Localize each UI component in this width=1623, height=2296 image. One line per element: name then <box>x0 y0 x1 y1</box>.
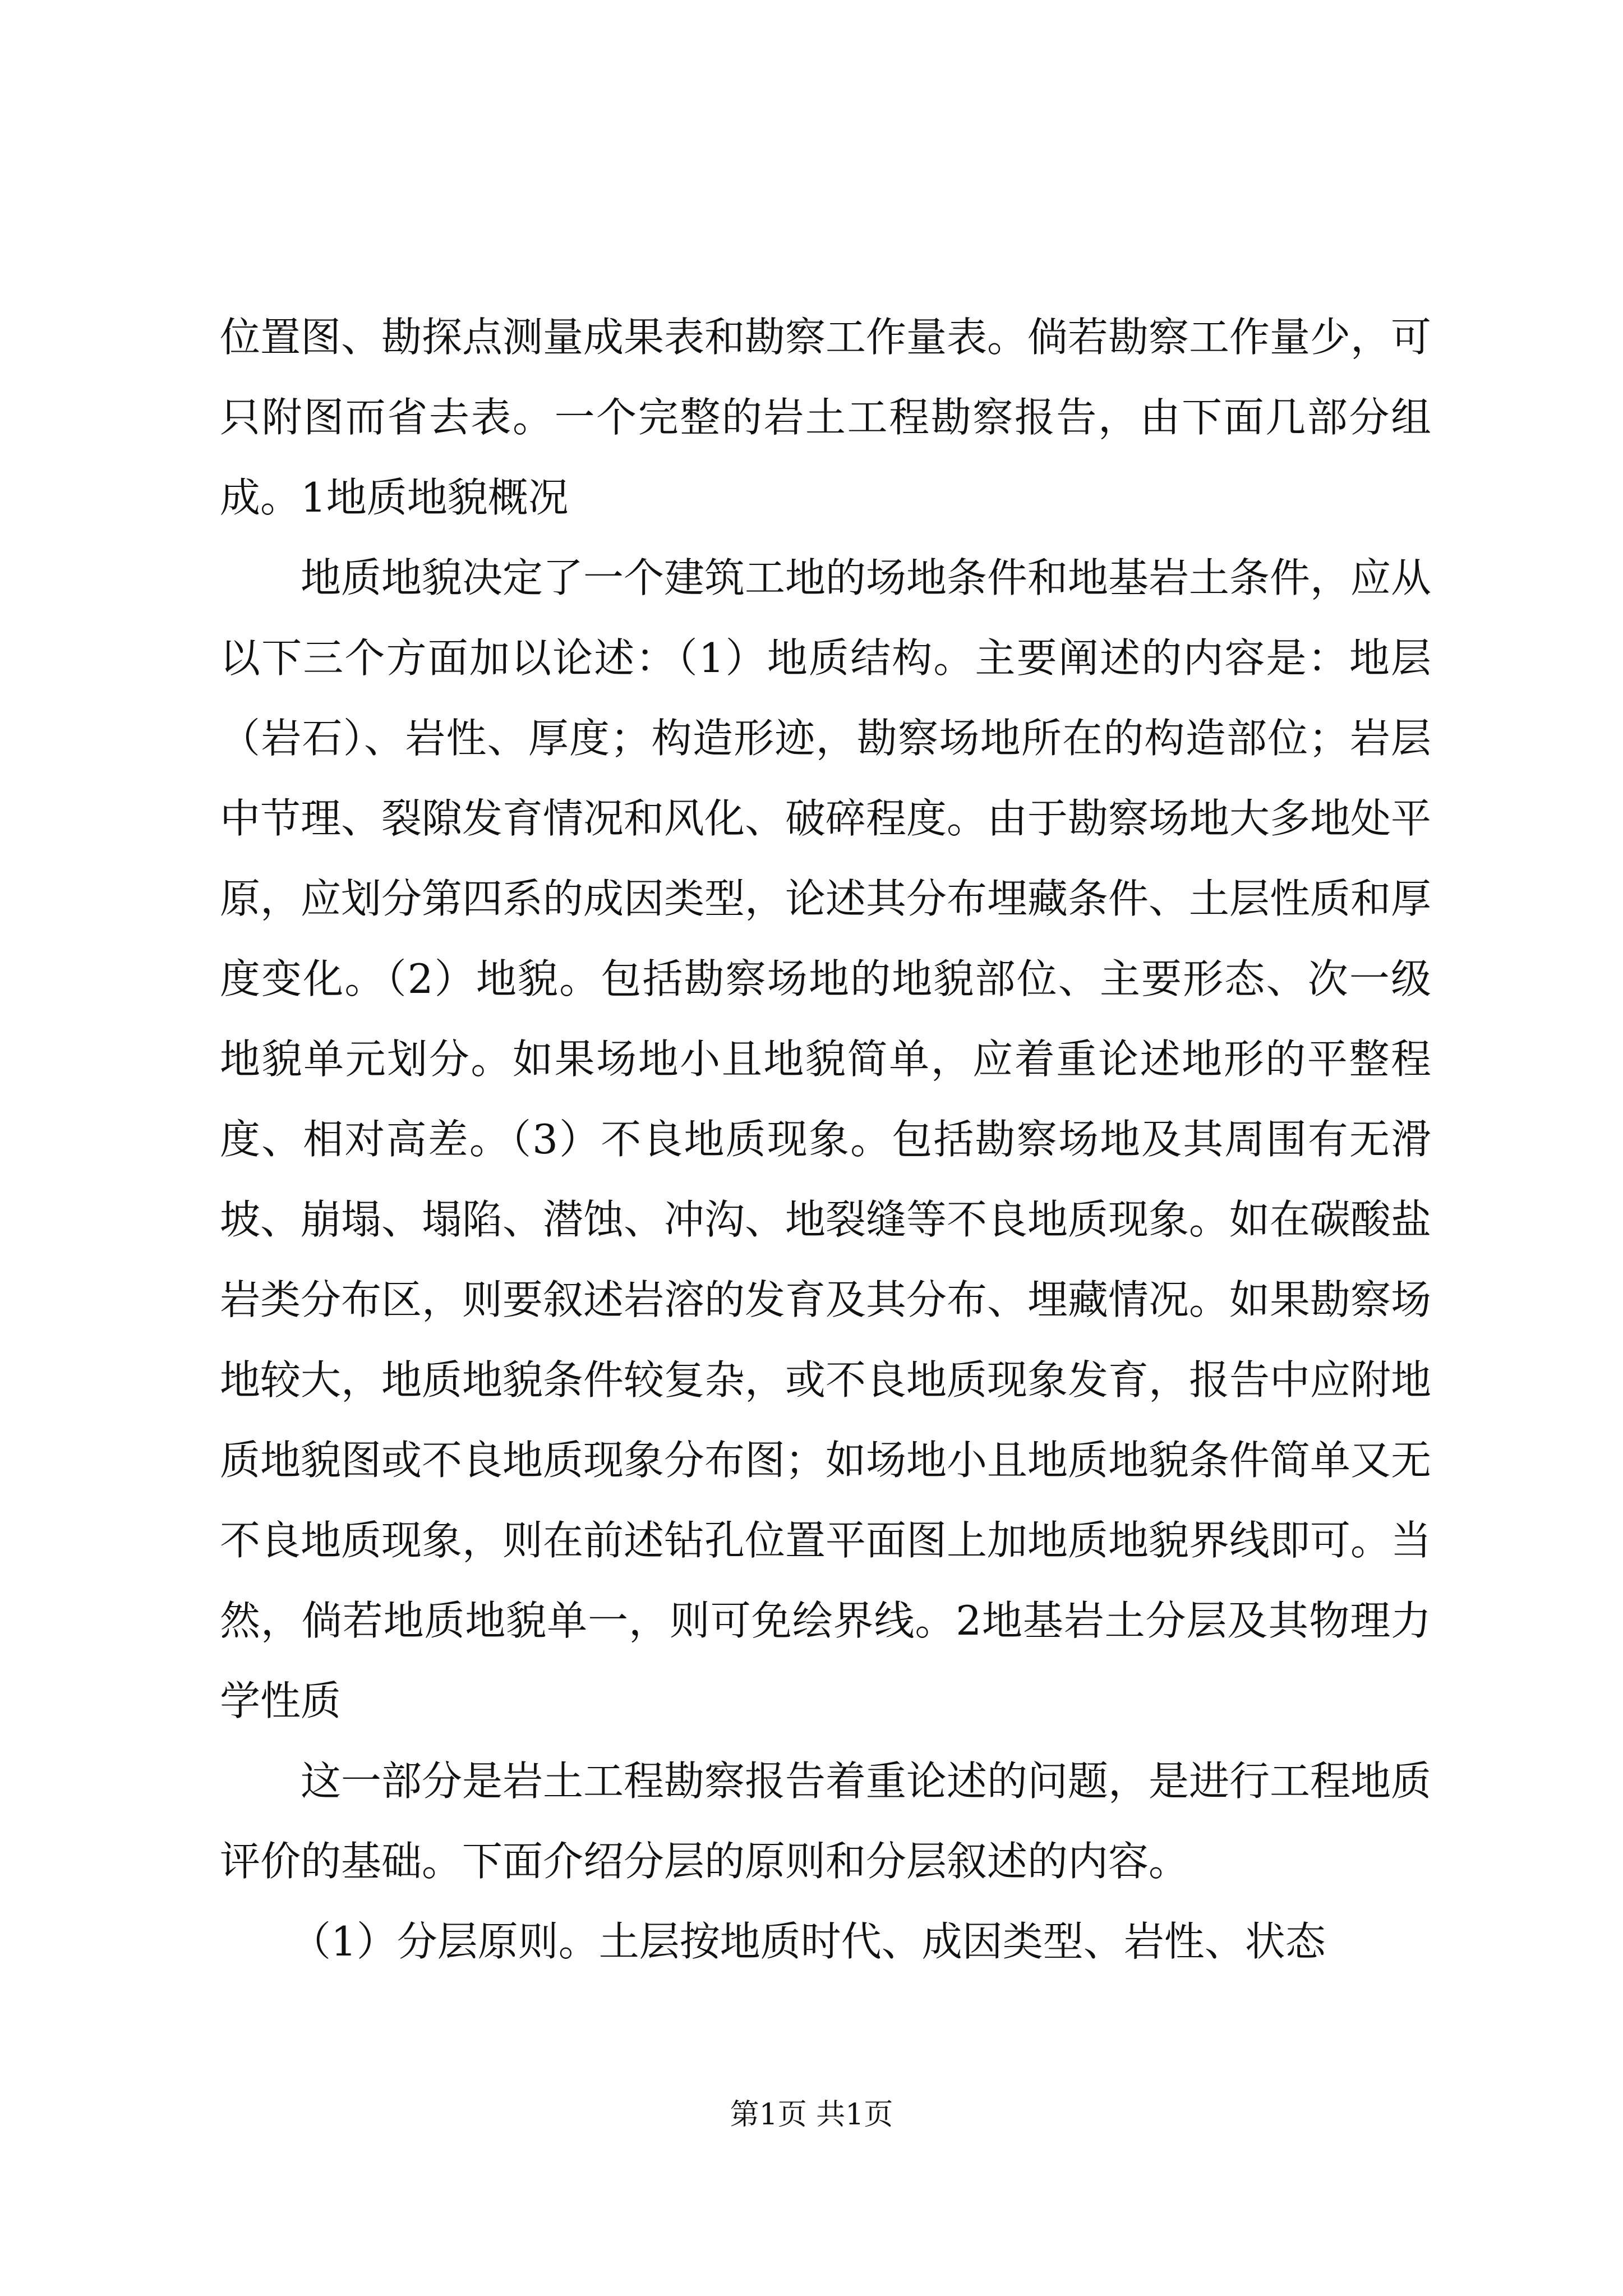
document-body <box>220 297 1431 1982</box>
paragraph-continued: 位置图、勘探点测量成果表和勘察工作量表。倘若勘察工作量少，可只附图而省去表。一个完整的岩土工程勘察报告，由下面几部分组成。1地质地貌概况 <box>220 314 1432 521</box>
paragraph-layering-principle: （1）分层原则。土层按地质时代、成因类型、岩性、状态 <box>291 1918 1326 1965</box>
paragraph-geology-overview: 地质地貌决定了一个建筑工地的场地条件和地基岩土条件，应从以下三个方面加以论述：（1）地质结构。主要阐述的内容是：地层（岩石）、岩性、厚度；构造形迹，勘察场地所在的构造部位；岩层中节理、裂隙发育情况和风化、破碎程度。由于勘察场地大多地处平原，应划分第四系的成因类型，论述其分布埋藏条件、土层性质和厚度变化。（2）地貌。包括勘察场地的地貌部位、主要形态、次一级地貌单元划分。如果场地小且地貌简单，应着重论述地形的平整程度、相对高差。（3）不良地质现象。包括勘察场地及其周围有无滑坡、崩塌、塌陷、潜蚀、冲沟、地裂缝等不良地质现象。如在碳酸盐岩类分布区，则要叙述岩溶的发育及其分布、埋藏情况。如果勘察场地较大，地质地貌条件较复杂，或不良地质现象发育，报告中应附地质地貌图或不良地质现象分布图；如场地小且地质地貌条件简单又无不良地质现象，则在前述钻孔位置平面图上加地质地貌界线即可。当然，倘若地质地貌单一，则可免绘界线。2地基岩土分层及其物理力学性质 <box>220 554 1432 1724</box>
page-footer: 第1页 共1页 <box>730 2098 893 2132</box>
paragraph-layering-intro: 这一部分是岩土工程勘察报告着重论述的问题，是进行工程地质评价的基础。下面介绍分层的原则和分层叙述的内容。 <box>220 1757 1432 1885</box>
